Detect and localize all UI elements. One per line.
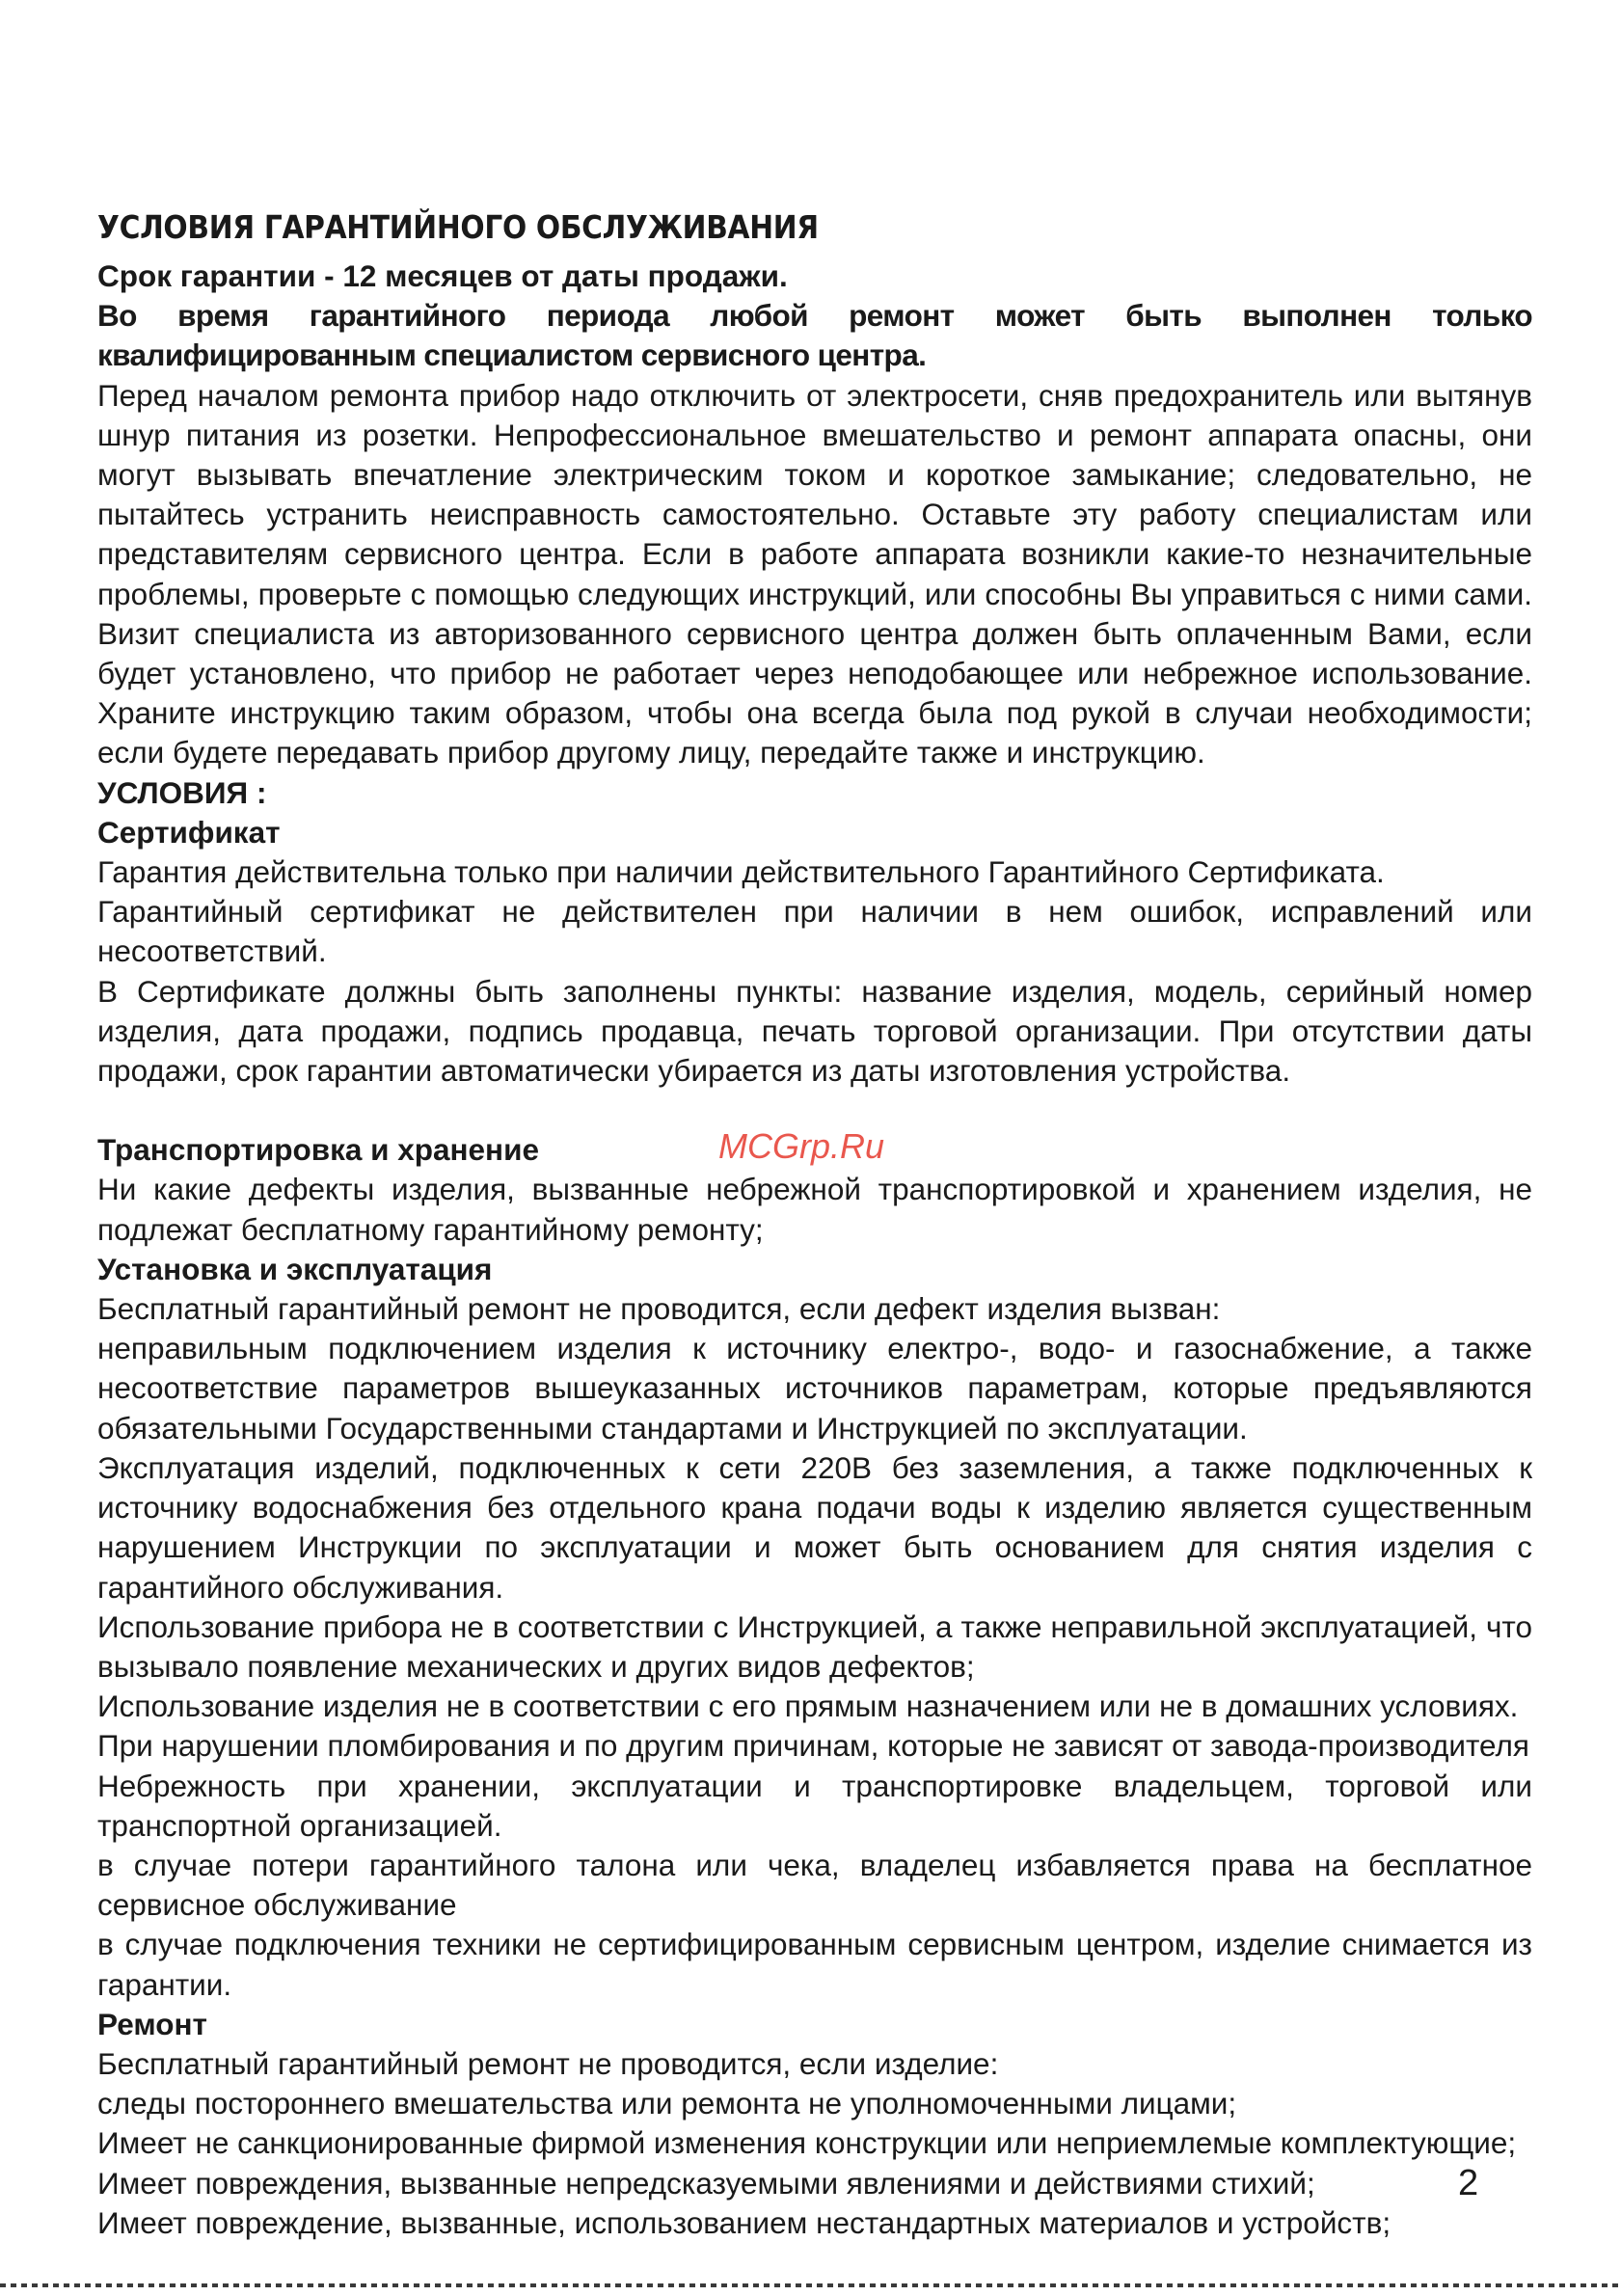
repair-paragraph: Имеет повреждения, вызванные непредсказуемыми явлениями и действиями стихий; xyxy=(97,2165,1315,2201)
installation-heading: Установка и эксплуатация xyxy=(97,1251,493,1286)
section-spacer xyxy=(97,1091,1532,1130)
installation-paragraph: неправильным подключением изделия к источнику електро-, водо- и газоснабжение, а также несоответствие параметров вышеуказанных источников параметрам, которые предъявляются обязательными Государственными стандартами и Инструкцией по эксплуатации. xyxy=(97,1331,1532,1445)
certificate-paragraph: В Сертификате должны быть заполнены пункты: название изделия, модель, серийный номер изделия, дата продажи, подпись продавца, печать торговой организации. При отсутствии даты продажи, срок гарантии автоматически убирается из даты изготовления устройства. xyxy=(97,973,1532,1089)
certificate-paragraph: Гарантия действительна только при наличии действительного Гарантийного Сертификата. xyxy=(97,854,1385,890)
installation-paragraph: Использование изделия не в соответствии с его прямым назначением или не в домашних условиях. xyxy=(97,1688,1519,1724)
watermark-logo: MCGrp.Ru xyxy=(718,1126,885,1166)
installation-paragraph: При нарушении пломбирования и по другим причинам, которые не зависят от завода-производителя xyxy=(97,1728,1529,1764)
installation-paragraph: Небрежность при хранении, эксплуатации и транспортировке владельцем, торговой или транспортной организацией. xyxy=(97,1768,1532,1843)
page-number: 2 xyxy=(1458,2163,1479,2203)
transport-heading: Транспортировка и хранение xyxy=(97,1132,539,1168)
installation-paragraph: в случае потери гарантийного талона или чека, владелец избавляется права на бесплатное сервисное обслуживание xyxy=(97,1847,1532,1923)
repair-paragraph: Имеет не санкционированные фирмой изменения конструкции или неприемлемые комплектующие; xyxy=(97,2125,1517,2161)
installation-paragraph: Бесплатный гарантийный ремонт не проводится, если дефект изделия вызван: xyxy=(97,1291,1221,1327)
certificate-paragraph: Гарантийный сертификат не действителен при наличии в нем ошибок, исправлений или несоответствий. xyxy=(97,894,1532,969)
installation-paragraph: в случае подключения техники не сертифицированным сервисным центром, изделие снимается из гарантии. xyxy=(97,1927,1532,2002)
repair-paragraph: следы постороннего вмешательства или ремонта не уполномоченными лицами; xyxy=(97,2086,1237,2121)
repair-notice: Во время гарантийного периода любой ремонт может быть выполнен только квалифицированным специалистом сервисного центра. xyxy=(97,298,1532,373)
intro-paragraph: Перед началом ремонта прибор надо отключить от электросети, сняв предохранитель или вытянув шнур питания из розетки. Непрофессиональное вмешательство и ремонт аппарата опасны, они могут вызывать впечатление электрическим током и короткое замыкание; следовательно, не пытайтесь устранить неисправность самостоятельно. Оставьте эту работу специалистам или представителям сервисного центра. Если в работе аппарата возникли какие-то незначительные проблемы, проверьте с помощью следующих инструкций, или способны Вы управиться с ними сами. Визит специалиста из авторизованного сервисного центра должен быть оплаченным Вами, если будет установлено, что прибор не работает через неподобающее или небрежное использование. Храните инструкцию таким образом, чтобы она всегда была под рукой в случаи необходимости; если будете передавать прибор другому лицу, передайте также и инструкцию. xyxy=(97,377,1532,770)
conditions-heading: УСЛОВИЯ : xyxy=(97,774,267,810)
transport-paragraph: Ни какие дефекты изделия, вызванные небрежной транспортировкой и хранением изделия, не подлежат бесплатному гарантийному ремонту; xyxy=(97,1172,1532,1247)
document-page xyxy=(97,203,1532,2243)
repair-heading: Ремонт xyxy=(97,2006,207,2041)
installation-paragraph: Эксплуатация изделий, подключенных к сети 220В без заземления, а также подключенных к источнику водоснабжения без отдельного крана подачи воды к изделию является существенным нарушением Инструкции по эксплуатации и может быть основанием для снятия изделия с гарантийного обслуживания. xyxy=(97,1449,1532,1605)
repair-paragraph: Бесплатный гарантийный ремонт не проводится, если изделие: xyxy=(97,2045,999,2081)
repair-paragraph: Имеет повреждение, вызванные, использованием нестандартных материалов и устройств; xyxy=(97,2204,1391,2240)
certificate-heading: Сертификат xyxy=(97,814,281,850)
warranty-term: Срок гарантии - 12 месяцев от даты продажи. xyxy=(97,258,788,293)
document-title: УСЛОВИЯ ГАРАНТИЙНОГО ОБСЛУЖИВАНИЯ xyxy=(97,208,819,246)
installation-paragraph: Использование прибора не в соответствии с Инструкцией, а также неправильной эксплуатацией, что вызывало появление механических и других видов дефектов; xyxy=(97,1608,1532,1684)
bottom-divider xyxy=(0,2283,1621,2287)
